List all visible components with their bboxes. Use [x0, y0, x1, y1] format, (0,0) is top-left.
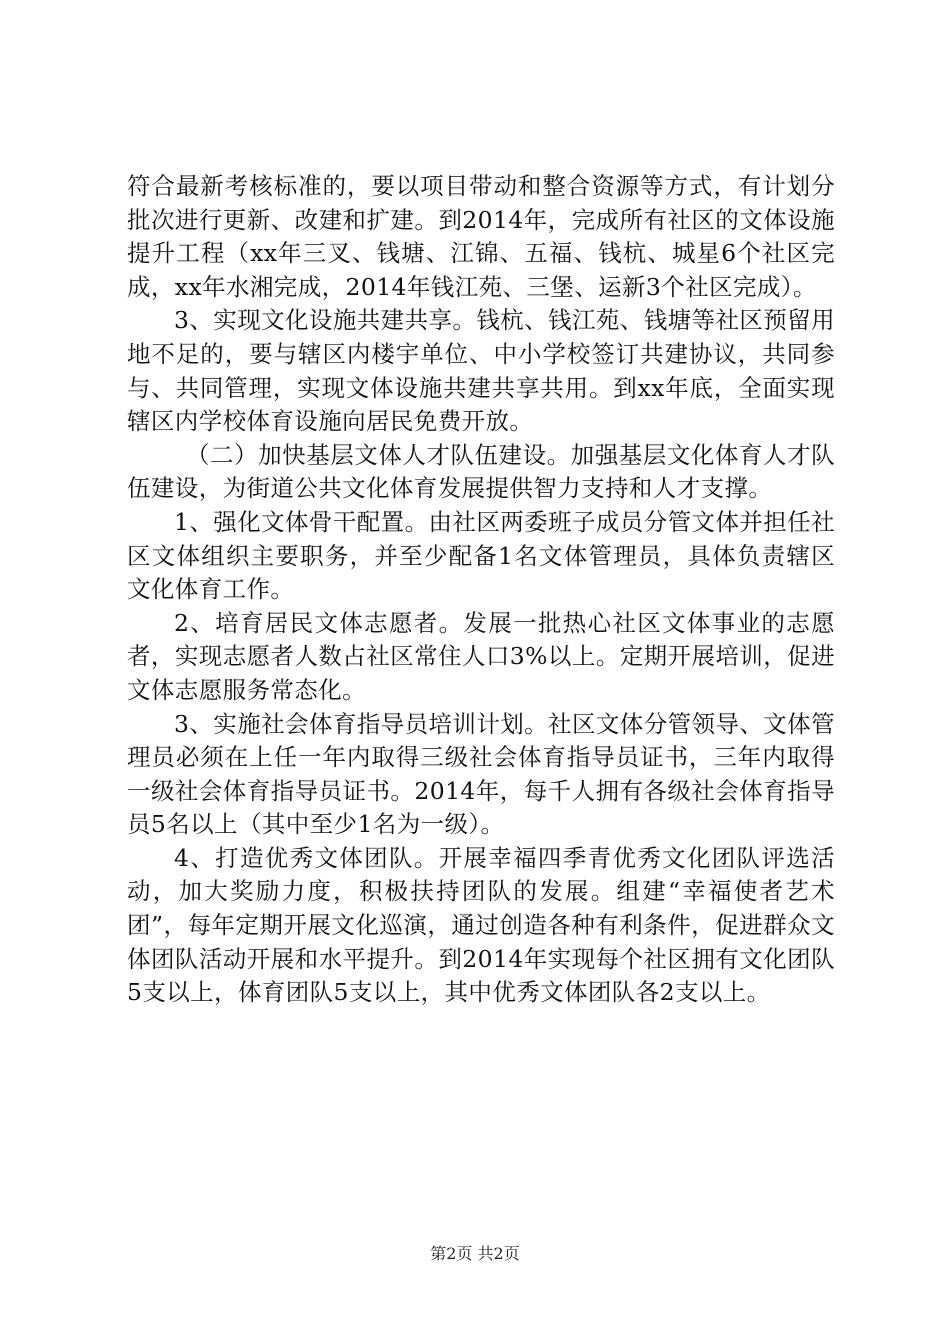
- paragraph-continuation: 符合最新考核标准的，要以项目带动和整合资源等方式，有计划分批次进行更新、改建和扩建。到2014年，完成所有社区的文体设施提升工程（xx年三叉、钱塘、江锦、五福、钱杭、城星6个社区完成，xx年水湘完成，2014年钱江苑、三堡、运新3个社区完成）。: [127, 172, 835, 301]
- paragraph-item-3-facility-sharing: 3、实现文化设施共建共享。钱杭、钱江苑、钱塘等社区预留用地不足的，要与辖区内楼宇单位、中小学校签订共建协议，共同参与、共同管理，实现文体设施共建共享共用。到xx年底，全面实现辖区内学校体育设施向居民免费开放。: [127, 306, 835, 436]
- section-heading-talent-team: （二）加快基层文体人才队伍建设。加强基层文化体育人才队伍建设，为街道公共文化体育发展提供智力支持和人才支撑。: [127, 440, 835, 503]
- paragraph-item-1-backbone: 1、强化文体骨干配置。由社区两委班子成员分管文体并担任社区文体组织主要职务，并至少配备1名文体管理员，具体负责辖区文化体育工作。: [127, 507, 835, 604]
- paragraph-item-4-teams: 4、打造优秀文体团队。开展幸福四季青优秀文化团队评选活动，加大奖励力度，积极扶持团队的发展。组建“幸福使者艺术团”，每年定期开展文化巡演，通过创造各种有利条件，促进群众文体团队活动开展和水平提升。到2014年实现每个社区拥有文化团队5支以上，体育团队5支以上，其中优秀文体团队各2支以上。: [127, 843, 835, 1007]
- page-footer: 第2页 共2页: [430, 1244, 520, 1263]
- paragraph-item-3-instructors: 3、实施社会体育指导员培训计划。社区文体分管领导、文体管理员必须在上任一年内取得三级社会体育指导员证书，三年内取得一级社会体育指导员证书。2014年，每千人拥有各级社会体育指导员5名以上（其中至少1名为一级）。: [127, 709, 835, 839]
- document-body: [127, 170, 835, 1010]
- paragraph-item-2-volunteers: 2、培育居民文体志愿者。发展一批热心社区文体事业的志愿者，实现志愿者人数占社区常住人口3%以上。定期开展培训，促进文体志愿服务常态化。: [127, 608, 835, 704]
